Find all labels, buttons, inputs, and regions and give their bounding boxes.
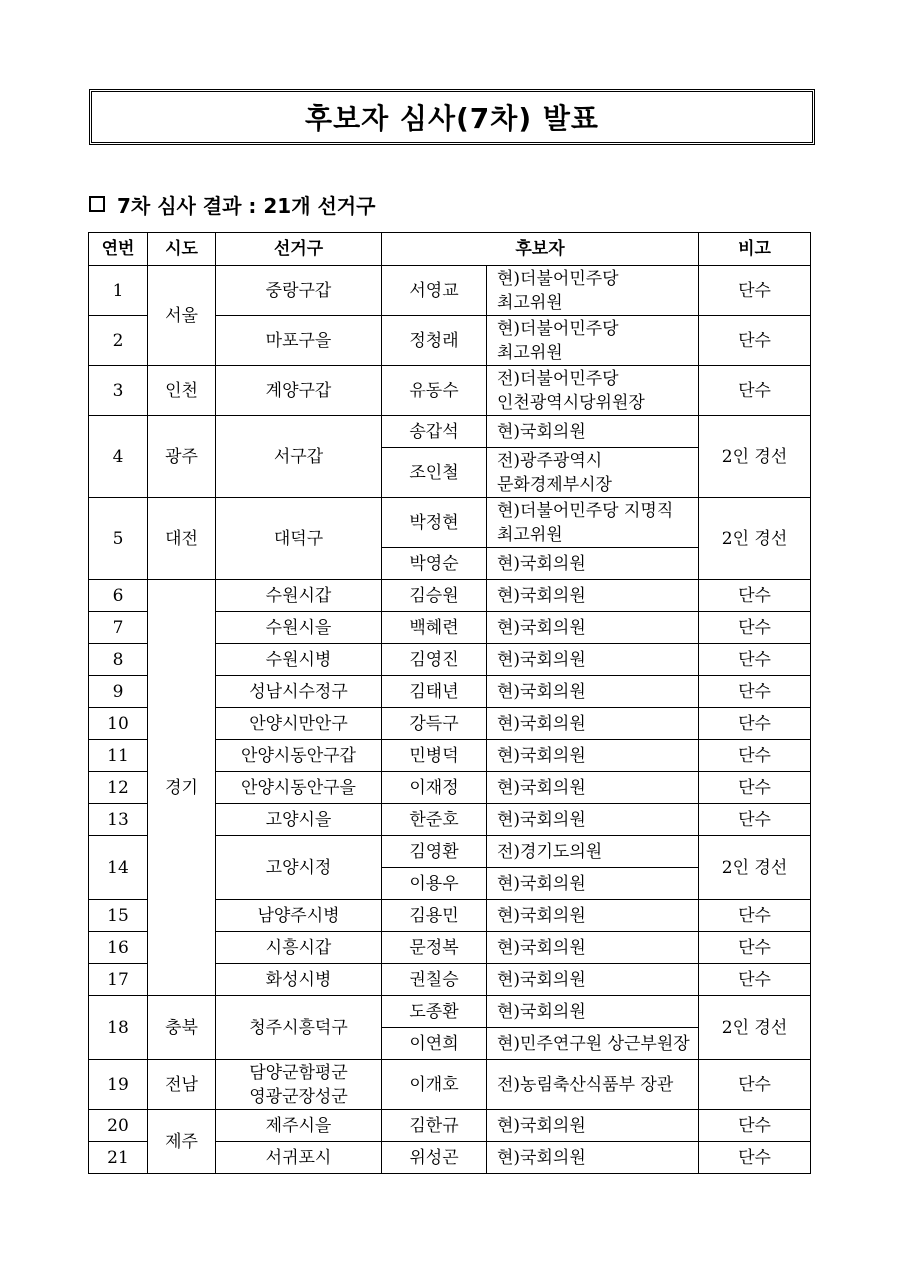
candidate-career: 현)더불어민주당 최고위원 xyxy=(487,266,699,316)
candidate-name: 이연희 xyxy=(382,1028,487,1060)
candidate-career: 현)국회의원 xyxy=(487,740,699,772)
section-heading-text: 7차 심사 결과 : 21개 선거구 xyxy=(117,193,376,218)
row-number: 5 xyxy=(89,498,148,580)
candidate-name: 서영교 xyxy=(382,266,487,316)
note-cell: 단수 xyxy=(699,266,811,316)
table-body xyxy=(89,266,811,1174)
district-cell: 안양시동안구을 xyxy=(216,772,382,804)
row-number: 3 xyxy=(89,366,148,416)
candidate-name: 권칠승 xyxy=(382,964,487,996)
candidate-career: 현)국회의원 xyxy=(487,964,699,996)
note-cell: 단수 xyxy=(699,1110,811,1142)
district-cell: 고양시을 xyxy=(216,804,382,836)
row-number: 1 xyxy=(89,266,148,316)
candidate-name: 조인철 xyxy=(382,448,487,498)
region-cell: 대전 xyxy=(148,498,216,580)
district-cell: 제주시을 xyxy=(216,1110,382,1142)
district-cell: 성남시수정구 xyxy=(216,676,382,708)
results-table xyxy=(88,232,811,1174)
row-number: 10 xyxy=(89,708,148,740)
district-cell: 담양군함평군 영광군장성군 xyxy=(216,1060,382,1110)
note-cell: 단수 xyxy=(699,1142,811,1174)
candidate-career: 현)국회의원 xyxy=(487,548,699,580)
candidate-name: 김영환 xyxy=(382,836,487,868)
candidate-name: 강득구 xyxy=(382,708,487,740)
region-cell: 전남 xyxy=(148,1060,216,1110)
row-number: 11 xyxy=(89,740,148,772)
note-cell: 2인 경선 xyxy=(699,416,811,498)
district-cell: 수원시을 xyxy=(216,612,382,644)
candidate-career: 현)더불어민주당 최고위원 xyxy=(487,316,699,366)
note-cell: 단수 xyxy=(699,366,811,416)
note-cell: 단수 xyxy=(699,964,811,996)
candidate-career: 현)더불어민주당 지명직 최고위원 xyxy=(487,498,699,548)
candidate-career: 현)국회의원 xyxy=(487,900,699,932)
district-cell: 고양시정 xyxy=(216,836,382,900)
note-cell: 단수 xyxy=(699,772,811,804)
candidate-name: 이재정 xyxy=(382,772,487,804)
candidate-career: 현)국회의원 xyxy=(487,804,699,836)
candidate-name: 이개호 xyxy=(382,1060,487,1110)
row-number: 20 xyxy=(89,1110,148,1142)
table-row xyxy=(89,996,811,1028)
district-cell: 시흥시갑 xyxy=(216,932,382,964)
table-row xyxy=(89,266,811,316)
note-cell: 단수 xyxy=(699,644,811,676)
candidate-career: 전)농림축산식품부 장관 xyxy=(487,1060,699,1110)
candidate-name: 김한규 xyxy=(382,1110,487,1142)
row-number: 4 xyxy=(89,416,148,498)
title-box xyxy=(89,89,815,145)
candidate-career: 현)국회의원 xyxy=(487,996,699,1028)
candidate-name: 김태년 xyxy=(382,676,487,708)
district-cell: 청주시흥덕구 xyxy=(216,996,382,1060)
row-number: 12 xyxy=(89,772,148,804)
row-number: 21 xyxy=(89,1142,148,1174)
note-cell: 단수 xyxy=(699,676,811,708)
candidate-name: 김승원 xyxy=(382,580,487,612)
page-title: 후보자 심사(7차) 발표 xyxy=(305,102,599,135)
header-district: 선거구 xyxy=(216,233,382,266)
checkbox-bullet-icon xyxy=(89,196,105,212)
candidate-career: 현)국회의원 xyxy=(487,676,699,708)
region-cell: 광주 xyxy=(148,416,216,498)
row-number: 19 xyxy=(89,1060,148,1110)
note-cell: 2인 경선 xyxy=(699,836,811,900)
note-cell: 단수 xyxy=(699,1060,811,1110)
header-no: 연번 xyxy=(89,233,148,266)
region-cell: 인천 xyxy=(148,366,216,416)
row-number: 6 xyxy=(89,580,148,612)
note-cell: 단수 xyxy=(699,932,811,964)
district-cell: 남양주시병 xyxy=(216,900,382,932)
row-number: 17 xyxy=(89,964,148,996)
candidate-career: 전)경기도의원 xyxy=(487,836,699,868)
candidate-career: 현)국회의원 xyxy=(487,708,699,740)
candidate-name: 위성곤 xyxy=(382,1142,487,1174)
header-candidate: 후보자 xyxy=(382,233,699,266)
candidate-name: 이용우 xyxy=(382,868,487,900)
candidate-name: 박정현 xyxy=(382,498,487,548)
district-cell: 수원시갑 xyxy=(216,580,382,612)
candidate-career: 현)국회의원 xyxy=(487,868,699,900)
region-cell: 서울 xyxy=(148,266,216,366)
candidate-career: 현)민주연구원 상근부원장 xyxy=(487,1028,699,1060)
row-number: 14 xyxy=(89,836,148,900)
note-cell: 단수 xyxy=(699,804,811,836)
candidate-name: 백혜련 xyxy=(382,612,487,644)
section-heading xyxy=(89,189,375,219)
region-cell: 경기 xyxy=(148,580,216,996)
note-cell: 단수 xyxy=(699,708,811,740)
candidate-career: 전)광주광역시 문화경제부시장 xyxy=(487,448,699,498)
region-cell: 충북 xyxy=(148,996,216,1060)
note-cell: 2인 경선 xyxy=(699,498,811,580)
note-cell: 단수 xyxy=(699,612,811,644)
table-row xyxy=(89,580,811,612)
candidate-career: 현)국회의원 xyxy=(487,580,699,612)
table-row xyxy=(89,366,811,416)
row-number: 15 xyxy=(89,900,148,932)
note-cell: 단수 xyxy=(699,580,811,612)
district-cell: 대덕구 xyxy=(216,498,382,580)
candidate-name: 도종환 xyxy=(382,996,487,1028)
candidate-career: 현)국회의원 xyxy=(487,612,699,644)
row-number: 8 xyxy=(89,644,148,676)
header-note: 비고 xyxy=(699,233,811,266)
candidate-career: 현)국회의원 xyxy=(487,416,699,448)
header-region: 시도 xyxy=(148,233,216,266)
district-cell: 수원시병 xyxy=(216,644,382,676)
candidate-career: 현)국회의원 xyxy=(487,1110,699,1142)
row-number: 18 xyxy=(89,996,148,1060)
table-row xyxy=(89,1110,811,1142)
note-cell: 단수 xyxy=(699,900,811,932)
district-cell: 서구갑 xyxy=(216,416,382,498)
candidate-name: 문정복 xyxy=(382,932,487,964)
table-row xyxy=(89,416,811,448)
row-number: 16 xyxy=(89,932,148,964)
candidate-name: 민병덕 xyxy=(382,740,487,772)
district-cell: 중랑구갑 xyxy=(216,266,382,316)
row-number: 7 xyxy=(89,612,148,644)
candidate-career: 현)국회의원 xyxy=(487,644,699,676)
district-cell: 안양시만안구 xyxy=(216,708,382,740)
candidate-name: 김용민 xyxy=(382,900,487,932)
candidate-name: 김영진 xyxy=(382,644,487,676)
table-row xyxy=(89,1060,811,1110)
row-number: 2 xyxy=(89,316,148,366)
candidate-name: 송갑석 xyxy=(382,416,487,448)
candidate-name: 유동수 xyxy=(382,366,487,416)
district-cell: 마포구을 xyxy=(216,316,382,366)
table-row xyxy=(89,498,811,548)
row-number: 13 xyxy=(89,804,148,836)
candidate-name: 정청래 xyxy=(382,316,487,366)
note-cell: 단수 xyxy=(699,740,811,772)
candidate-name: 한준호 xyxy=(382,804,487,836)
note-cell: 2인 경선 xyxy=(699,996,811,1060)
candidate-career: 현)국회의원 xyxy=(487,772,699,804)
candidate-career: 전)더불어민주당 인천광역시당위원장 xyxy=(487,366,699,416)
row-number: 9 xyxy=(89,676,148,708)
district-cell: 서귀포시 xyxy=(216,1142,382,1174)
candidate-career: 현)국회의원 xyxy=(487,932,699,964)
table-header-row xyxy=(89,233,811,266)
candidate-career: 현)국회의원 xyxy=(487,1142,699,1174)
district-cell: 안양시동안구갑 xyxy=(216,740,382,772)
district-cell: 계양구갑 xyxy=(216,366,382,416)
note-cell: 단수 xyxy=(699,316,811,366)
candidate-name: 박영순 xyxy=(382,548,487,580)
region-cell: 제주 xyxy=(148,1110,216,1174)
district-cell: 화성시병 xyxy=(216,964,382,996)
